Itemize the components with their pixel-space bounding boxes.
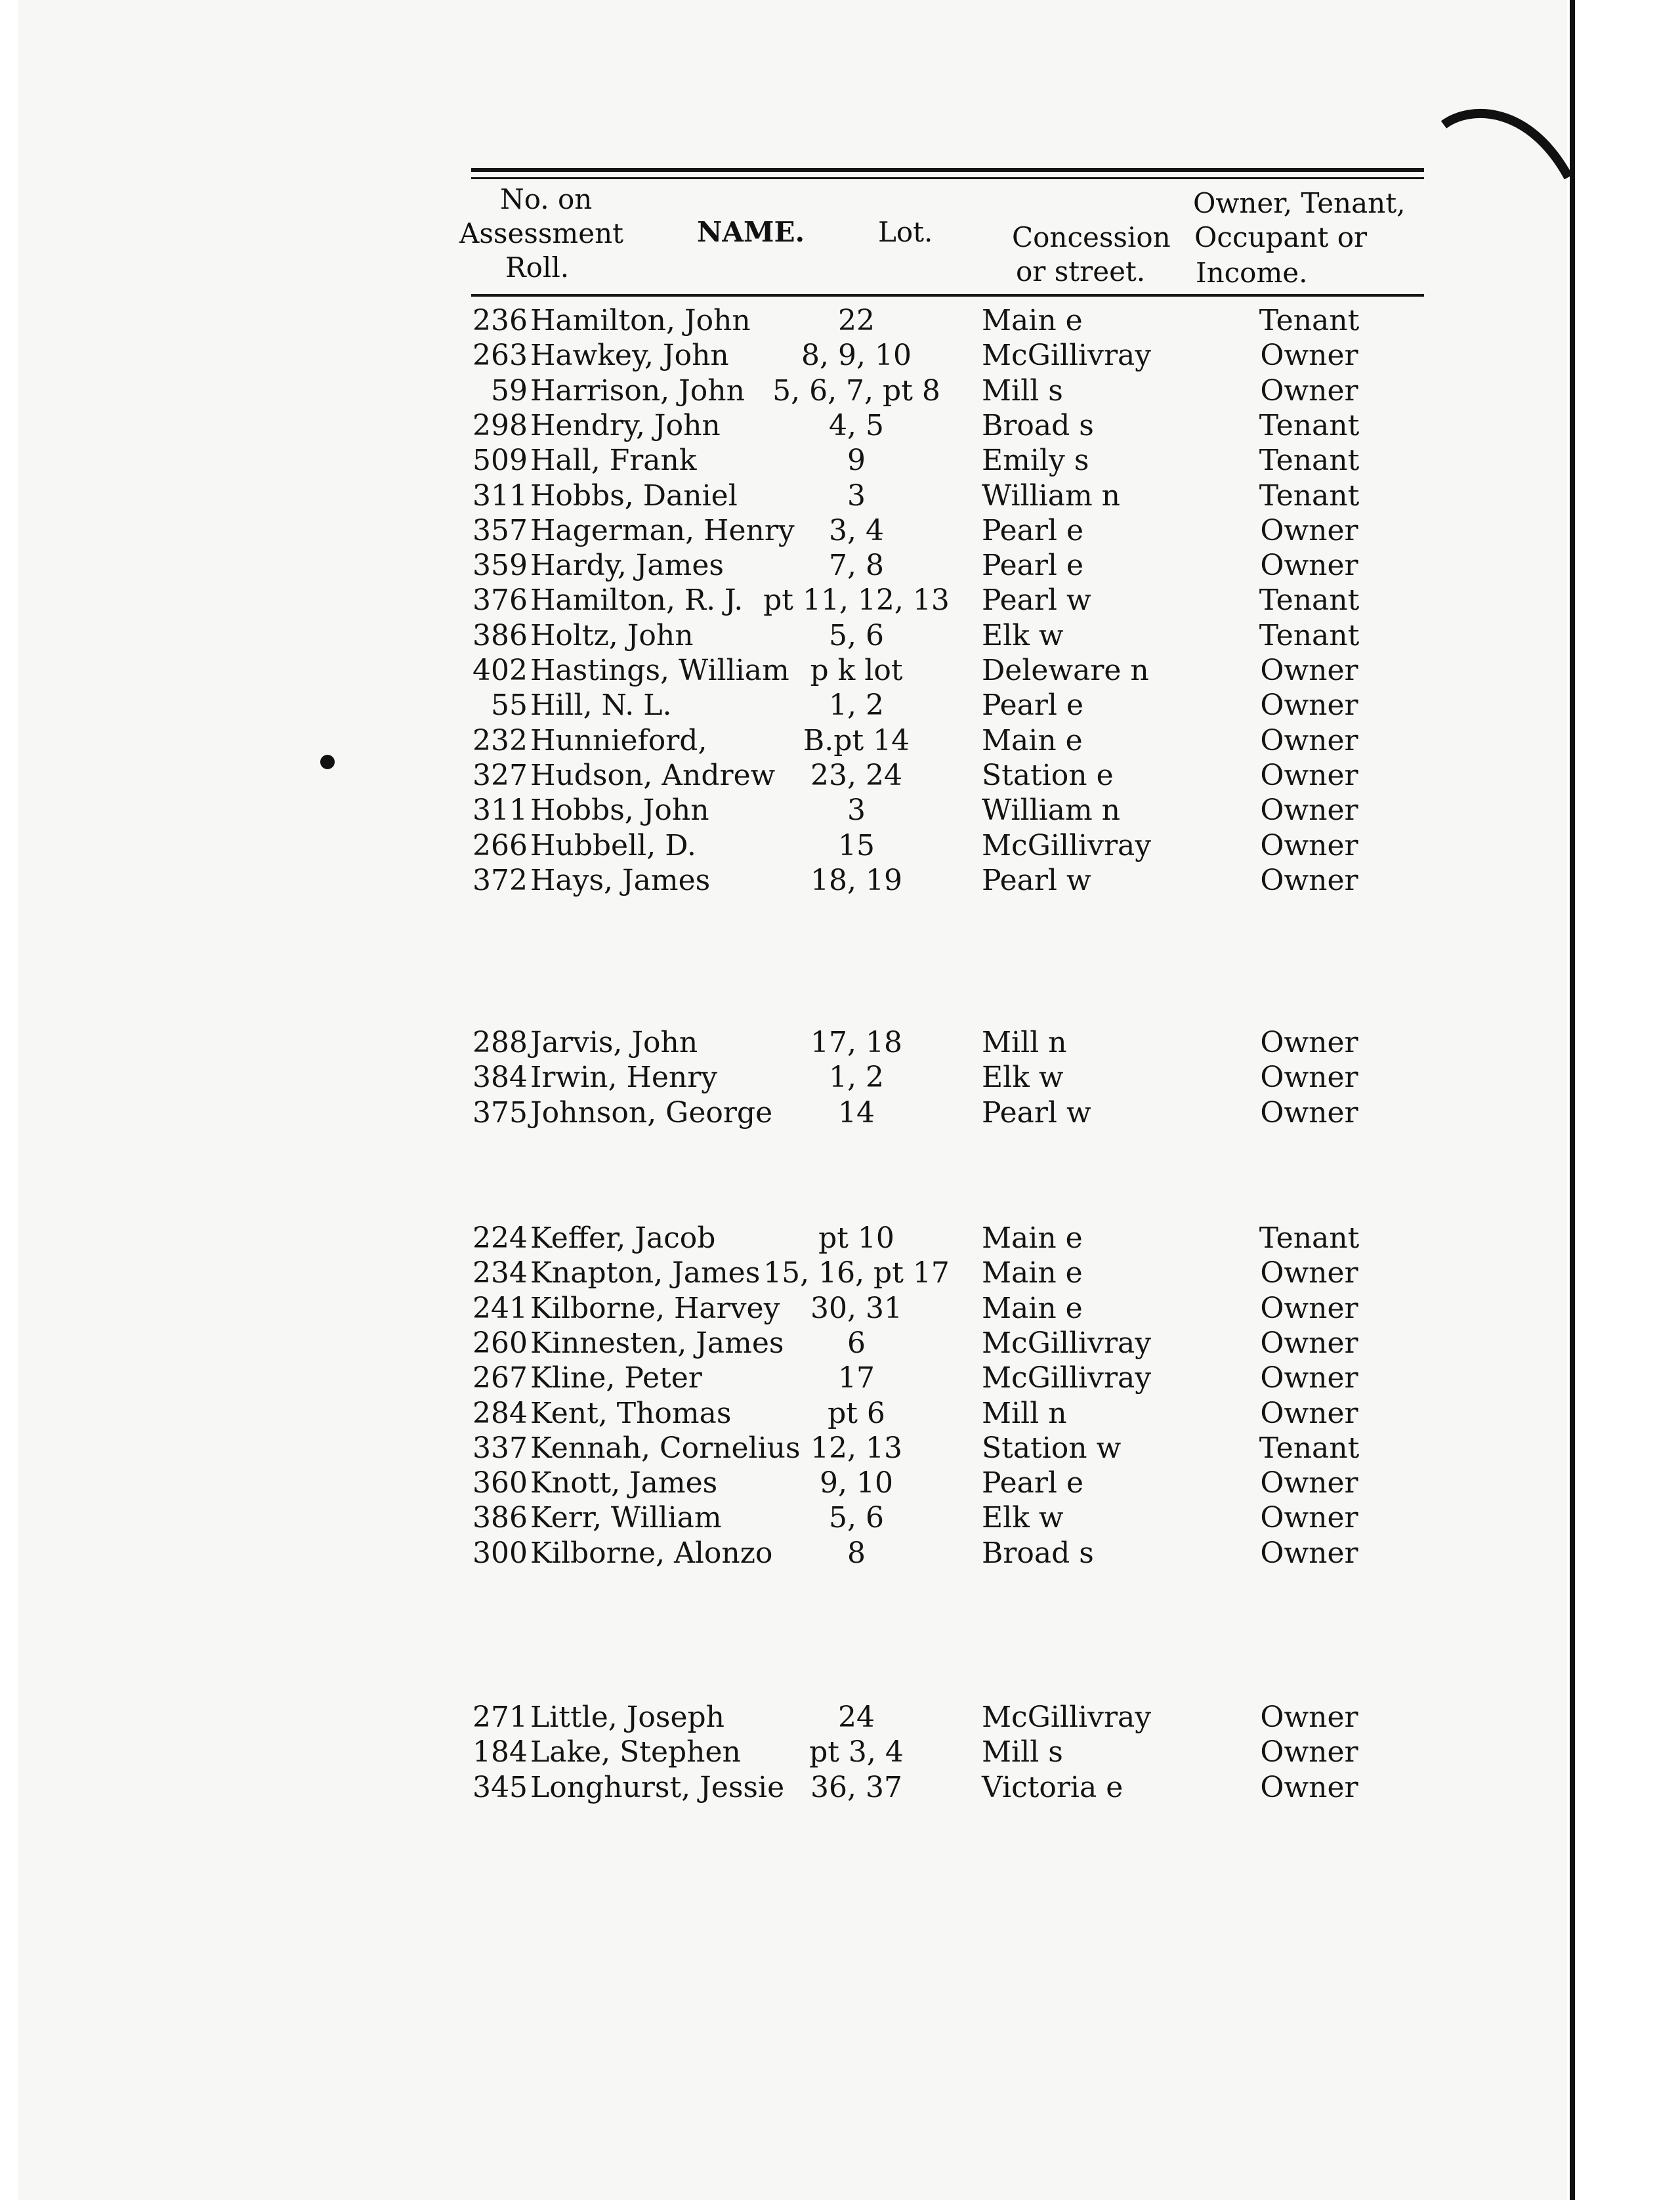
- roll-number: 224: [472, 1221, 528, 1255]
- occupancy-status: Owner: [1260, 513, 1358, 547]
- person-name: Johnson, George: [530, 1095, 773, 1130]
- table-row: [0, 1770, 1680, 1806]
- occupancy-status: Tenant: [1259, 583, 1360, 618]
- table-row: [0, 1700, 1680, 1735]
- lot-number: 17: [838, 1361, 875, 1395]
- lot-number: 14: [838, 1095, 875, 1130]
- concession-street: Mill s: [982, 373, 1063, 408]
- roll-number: 357: [472, 513, 528, 547]
- lot-number: 9, 10: [820, 1466, 893, 1500]
- occupancy-status: Tenant: [1259, 444, 1360, 478]
- table-row: [0, 723, 1680, 759]
- person-name: Hobbs, John: [530, 793, 709, 828]
- lot-number: pt 3, 4: [809, 1735, 904, 1769]
- top-double-rule: [471, 168, 1424, 172]
- lot-number: 3: [847, 478, 866, 513]
- table-row: [0, 793, 1680, 828]
- person-name: Hays, James: [530, 863, 711, 897]
- occupancy-status: Owner: [1260, 1466, 1358, 1500]
- concession-street: Main e: [982, 1221, 1083, 1255]
- lot-number: 7, 8: [829, 549, 884, 583]
- lot-number: 18, 19: [810, 863, 902, 897]
- occupancy-status: Owner: [1260, 1326, 1358, 1360]
- roll-number: 232: [472, 723, 528, 757]
- header-name: NAME.: [697, 216, 805, 248]
- concession-street: Main e: [982, 1291, 1083, 1325]
- table-row: [0, 303, 1680, 339]
- person-name: Hawkey, John: [530, 339, 729, 373]
- concession-street: William n: [982, 478, 1121, 513]
- roll-number: 372: [472, 863, 528, 897]
- roll-number: 234: [472, 1256, 528, 1290]
- lot-number: 8, 9, 10: [801, 339, 912, 373]
- roll-number: 337: [472, 1431, 528, 1465]
- concession-street: Pearl w: [982, 863, 1091, 897]
- lot-number: pt 11, 12, 13: [763, 583, 950, 618]
- concession-street: Mill n: [982, 1396, 1067, 1430]
- person-name: Keffer, Jacob: [530, 1221, 716, 1255]
- concession-street: Pearl w: [982, 583, 1091, 618]
- person-name: Kent, Thomas: [530, 1396, 732, 1430]
- concession-street: Main e: [982, 723, 1083, 757]
- roll-number: 260: [472, 1326, 528, 1360]
- occupancy-status: Owner: [1260, 1361, 1358, 1395]
- person-name: Longhurst, Jessie: [530, 1770, 785, 1804]
- table-row: [0, 338, 1680, 373]
- lot-number: 5, 6: [829, 618, 884, 652]
- table-row: [0, 618, 1680, 654]
- occupancy-status: Owner: [1260, 654, 1358, 687]
- occupancy-status: Owner: [1260, 863, 1358, 897]
- header-owner-line3: Income.: [1196, 257, 1308, 289]
- person-name: Knott, James: [530, 1466, 718, 1500]
- concession-street: Elk w: [982, 618, 1064, 652]
- person-name: Hastings, William: [530, 654, 789, 687]
- lot-number: pt 6: [828, 1396, 885, 1430]
- occupancy-status: Owner: [1260, 1396, 1358, 1430]
- person-name: Hamilton, R. J.: [530, 583, 744, 618]
- lot-number: 1, 2: [829, 1061, 884, 1095]
- concession-street: Elk w: [982, 1061, 1064, 1095]
- occupancy-status: Owner: [1260, 1536, 1358, 1570]
- lot-number: 24: [838, 1701, 875, 1734]
- person-name: Kerr, William: [530, 1501, 722, 1535]
- lot-number: 17, 18: [810, 1026, 902, 1059]
- occupancy-status: Tenant: [1259, 408, 1360, 442]
- concession-street: William n: [982, 793, 1121, 828]
- table-row: [0, 1431, 1680, 1466]
- person-name: Hunnieford,: [530, 723, 707, 757]
- concession-street: Pearl e: [982, 513, 1084, 547]
- person-name: Kennah, Cornelius: [530, 1431, 801, 1465]
- person-name: Hendry, John: [530, 408, 721, 442]
- roll-number: 55: [491, 688, 528, 723]
- roll-number: 384: [472, 1061, 528, 1095]
- concession-street: Station w: [982, 1431, 1122, 1465]
- concession-street: Broad s: [982, 408, 1094, 442]
- header-concession-line1: Concession: [1012, 221, 1171, 253]
- roll-number: 241: [472, 1291, 528, 1325]
- roll-number: 298: [472, 408, 528, 442]
- concession-street: Broad s: [982, 1536, 1094, 1570]
- occupancy-status: Tenant: [1259, 478, 1360, 513]
- roll-number: 375: [472, 1095, 528, 1130]
- table-row: [0, 1221, 1680, 1256]
- page-curl-mark: [1431, 98, 1575, 203]
- roll-number: 359: [472, 549, 528, 583]
- header-no-line3: Roll.: [505, 251, 570, 284]
- table-row: [0, 1500, 1680, 1536]
- concession-street: Main e: [982, 304, 1083, 337]
- table-row: [0, 1291, 1680, 1326]
- header-owner-line2: Occupant or: [1194, 221, 1368, 253]
- concession-street: Main e: [982, 1256, 1083, 1290]
- occupancy-status: Owner: [1260, 793, 1358, 828]
- table-row: [0, 1361, 1680, 1396]
- occupancy-status: Owner: [1260, 1026, 1358, 1059]
- table-row: [0, 758, 1680, 793]
- person-name: Little, Joseph: [530, 1701, 724, 1734]
- roll-number: 327: [472, 758, 528, 792]
- roll-number: 263: [472, 339, 528, 373]
- lot-number: 15: [838, 828, 875, 862]
- roll-number: 509: [472, 444, 528, 478]
- concession-street: Pearl e: [982, 549, 1084, 583]
- lot-number: 3: [847, 793, 866, 828]
- table-row: [0, 478, 1680, 514]
- occupancy-status: Owner: [1260, 688, 1358, 723]
- top-double-rule-thin: [471, 177, 1424, 179]
- occupancy-status: Owner: [1260, 1735, 1358, 1769]
- lot-number: pt 10: [818, 1221, 894, 1255]
- person-name: Harrison, John: [530, 373, 745, 408]
- table-row: [0, 513, 1680, 549]
- lot-number: 1, 2: [829, 688, 884, 723]
- person-name: Jarvis, John: [530, 1026, 698, 1059]
- person-name: Lake, Stephen: [530, 1735, 741, 1769]
- roll-number: 376: [472, 583, 528, 618]
- occupancy-status: Owner: [1260, 1061, 1358, 1095]
- roll-number: 311: [472, 478, 528, 513]
- occupancy-status: Owner: [1260, 758, 1358, 792]
- header-no-line1: No. on: [500, 183, 593, 215]
- header-rule: [471, 294, 1424, 297]
- table-row: [0, 1466, 1680, 1501]
- lot-number: 3, 4: [829, 513, 884, 547]
- roll-number: 402: [472, 654, 528, 687]
- lot-number: B.pt 14: [803, 723, 910, 757]
- roll-number: 266: [472, 828, 528, 862]
- roll-number: 184: [472, 1735, 528, 1769]
- table-row: [0, 408, 1680, 444]
- table-row: [0, 688, 1680, 723]
- roll-number: 271: [472, 1701, 528, 1734]
- person-name: Hagerman, Henry: [530, 513, 795, 547]
- roll-number: 311: [472, 793, 528, 828]
- lot-number: 5, 6, 7, pt 8: [772, 373, 940, 408]
- lot-number: 4, 5: [829, 408, 884, 442]
- concession-street: Elk w: [982, 1501, 1064, 1535]
- roll-number: 236: [472, 304, 528, 337]
- roll-number: 386: [472, 1501, 528, 1535]
- concession-street: Pearl e: [982, 688, 1084, 723]
- occupancy-status: Owner: [1260, 723, 1358, 757]
- table-row: [0, 583, 1680, 618]
- lot-number: 5, 6: [829, 1501, 884, 1535]
- table-row: [0, 1326, 1680, 1361]
- concession-street: Mill s: [982, 1735, 1063, 1769]
- concession-street: McGillivray: [982, 828, 1152, 862]
- person-name: Holtz, John: [530, 618, 694, 652]
- table-row: [0, 828, 1680, 864]
- occupancy-status: Tenant: [1259, 1431, 1360, 1465]
- concession-street: Pearl w: [982, 1095, 1091, 1130]
- header-owner-line1: Owner, Tenant,: [1193, 187, 1406, 219]
- concession-street: Emily s: [982, 444, 1089, 478]
- table-row: [0, 1060, 1680, 1095]
- occupancy-status: Tenant: [1259, 618, 1360, 652]
- occupancy-status: Owner: [1260, 1095, 1358, 1130]
- roll-number: 345: [472, 1770, 528, 1804]
- table-row: [0, 1396, 1680, 1431]
- person-name: Hardy, James: [530, 549, 724, 583]
- occupancy-status: Owner: [1260, 1770, 1358, 1804]
- person-name: Hill, N. L.: [530, 688, 672, 723]
- person-name: Hamilton, John: [530, 304, 751, 337]
- person-name: Irwin, Henry: [530, 1061, 718, 1095]
- header-concession-line2: or street.: [1016, 255, 1146, 287]
- person-name: Kilborne, Harvey: [530, 1291, 780, 1325]
- concession-street: Station e: [982, 758, 1114, 792]
- lot-number: 6: [847, 1326, 866, 1360]
- occupancy-status: Owner: [1260, 1291, 1358, 1325]
- occupancy-status: Owner: [1260, 1701, 1358, 1734]
- roll-number: 360: [472, 1466, 528, 1500]
- roll-number: 267: [472, 1361, 528, 1395]
- table-row: [0, 1536, 1680, 1571]
- table-row: [0, 1735, 1680, 1770]
- table-row: [0, 653, 1680, 688]
- lot-number: 30, 31: [810, 1291, 902, 1325]
- concession-street: McGillivray: [982, 1326, 1152, 1360]
- lot-number: 9: [847, 444, 866, 478]
- table-row: [0, 548, 1680, 583]
- roll-number: 59: [491, 373, 528, 408]
- header-lot: Lot.: [878, 216, 933, 248]
- occupancy-status: Tenant: [1259, 1221, 1360, 1255]
- roll-number: 288: [472, 1026, 528, 1059]
- table-row: [0, 1025, 1680, 1061]
- table-row: [0, 373, 1680, 409]
- concession-street: McGillivray: [982, 339, 1152, 373]
- lot-number: 8: [847, 1536, 866, 1570]
- table-row: [0, 1095, 1680, 1131]
- lot-number: 12, 13: [810, 1431, 902, 1465]
- concession-street: Victoria e: [982, 1770, 1124, 1804]
- person-name: Kilborne, Alonzo: [530, 1536, 773, 1570]
- person-name: Hobbs, Daniel: [530, 478, 738, 513]
- roll-number: 300: [472, 1536, 528, 1570]
- person-name: Kline, Peter: [530, 1361, 702, 1395]
- person-name: Hudson, Andrew: [530, 758, 776, 792]
- roll-number: 284: [472, 1396, 528, 1430]
- lot-number: 23, 24: [810, 758, 902, 792]
- concession-street: McGillivray: [982, 1361, 1152, 1395]
- concession-street: McGillivray: [982, 1701, 1152, 1734]
- occupancy-status: Owner: [1260, 1256, 1358, 1290]
- person-name: Hall, Frank: [530, 444, 697, 478]
- person-name: Hubbell, D.: [530, 828, 696, 862]
- occupancy-status: Tenant: [1259, 304, 1360, 337]
- table-row: [0, 443, 1680, 478]
- occupancy-status: Owner: [1260, 1501, 1358, 1535]
- lot-number: 22: [838, 304, 875, 337]
- concession-street: Deleware n: [982, 654, 1149, 687]
- lot-number: 15, 16, pt 17: [763, 1256, 950, 1290]
- concession-street: Pearl e: [982, 1466, 1084, 1500]
- occupancy-status: Owner: [1260, 549, 1358, 583]
- table-row: [0, 863, 1680, 899]
- lot-number: 36, 37: [810, 1770, 902, 1804]
- concession-street: Mill n: [982, 1026, 1067, 1059]
- person-name: Kinnesten, James: [530, 1326, 784, 1360]
- table-row: [0, 1256, 1680, 1291]
- occupancy-status: Owner: [1260, 373, 1358, 408]
- occupancy-status: Owner: [1260, 828, 1358, 862]
- header-no-line2: Assessment: [459, 217, 624, 249]
- occupancy-status: Owner: [1260, 339, 1358, 373]
- lot-number: p k lot: [810, 654, 903, 687]
- roll-number: 386: [472, 618, 528, 652]
- person-name: Knapton, James: [530, 1256, 761, 1290]
